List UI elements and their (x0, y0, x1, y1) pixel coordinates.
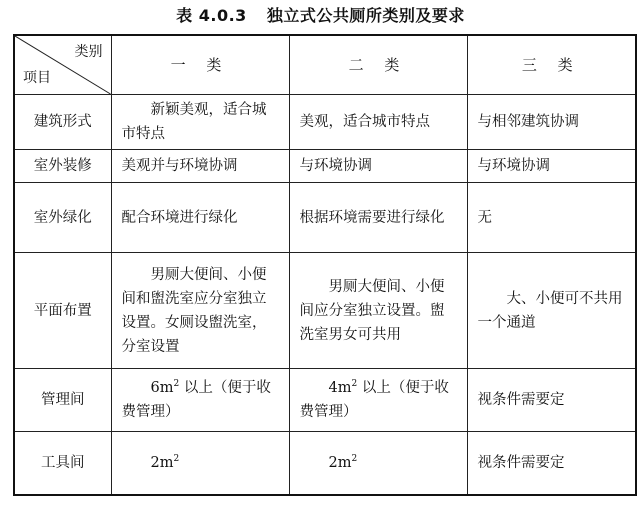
row-label: 建筑形式 (14, 95, 111, 150)
corner-category-label: 类别 (74, 44, 103, 60)
table-cell: 视条件需要定 (467, 432, 636, 495)
table-cell: 男厕大便间、小便间和盥洗室应分室独立设置。女厕设盥洗室，分室设置 (111, 253, 289, 369)
table-caption: 独立式公共厕所类别及要求 (266, 6, 465, 25)
column-header-class-2: 二 类 (289, 35, 467, 95)
row-label: 工具间 (14, 432, 111, 495)
table-cell (289, 369, 467, 432)
area-exponent: 2 (351, 379, 358, 390)
area-exponent: 2 (173, 379, 180, 390)
table-cell: 无 (467, 183, 636, 253)
table-row (14, 432, 636, 495)
row-label: 平面布置 (14, 253, 111, 369)
area-exponent: 2 (173, 453, 180, 464)
corner-item-label: 项目 (23, 70, 51, 86)
table-cell: 大、小便可不共用一个通道 (467, 253, 636, 369)
table-cell (111, 432, 289, 495)
area-value: 2m (328, 454, 352, 471)
row-label: 室外装修 (14, 150, 111, 183)
table-row (14, 95, 636, 150)
table-title (0, 4, 641, 28)
area-note: 以上（便于收费管理） (299, 380, 449, 420)
table-cell: 美观并与环境协调 (111, 150, 289, 183)
column-header-class-3: 三 类 (467, 35, 636, 95)
area-value: 2m (150, 454, 174, 471)
table-cell (111, 369, 289, 432)
table-row (14, 150, 636, 183)
table-row (14, 369, 636, 432)
row-label: 室外绿化 (14, 183, 111, 253)
table-number: 表 4.0.3 (176, 6, 247, 25)
header-row (14, 35, 636, 95)
table-cell: 与环境协调 (289, 150, 467, 183)
row-label: 管理间 (14, 369, 111, 432)
table-cell: 与相邻建筑协调 (467, 95, 636, 150)
table-cell (289, 432, 467, 495)
table-row (14, 183, 636, 253)
requirements-table (13, 34, 637, 496)
table-cell: 与环境协调 (467, 150, 636, 183)
area-value: 4m (328, 380, 352, 396)
table-row (14, 253, 636, 369)
table-cell: 美观，适合城市特点 (289, 95, 467, 150)
table-cell: 视条件需要定 (467, 369, 636, 432)
table-cell: 男厕大便间、小便间应分室独立设置。盥洗室男女可共用 (289, 253, 467, 369)
table-cell: 配合环境进行绿化 (111, 183, 289, 253)
table-cell: 新颖美观，适合城市特点 (111, 95, 289, 150)
table-cell: 根据环境需要进行绿化 (289, 183, 467, 253)
area-exponent: 2 (351, 453, 358, 464)
area-note: 以上（便于收费管理） (121, 380, 271, 420)
column-header-class-1: 一 类 (111, 35, 289, 95)
diagonal-header-cell (14, 35, 111, 95)
area-value: 6m (150, 380, 174, 396)
